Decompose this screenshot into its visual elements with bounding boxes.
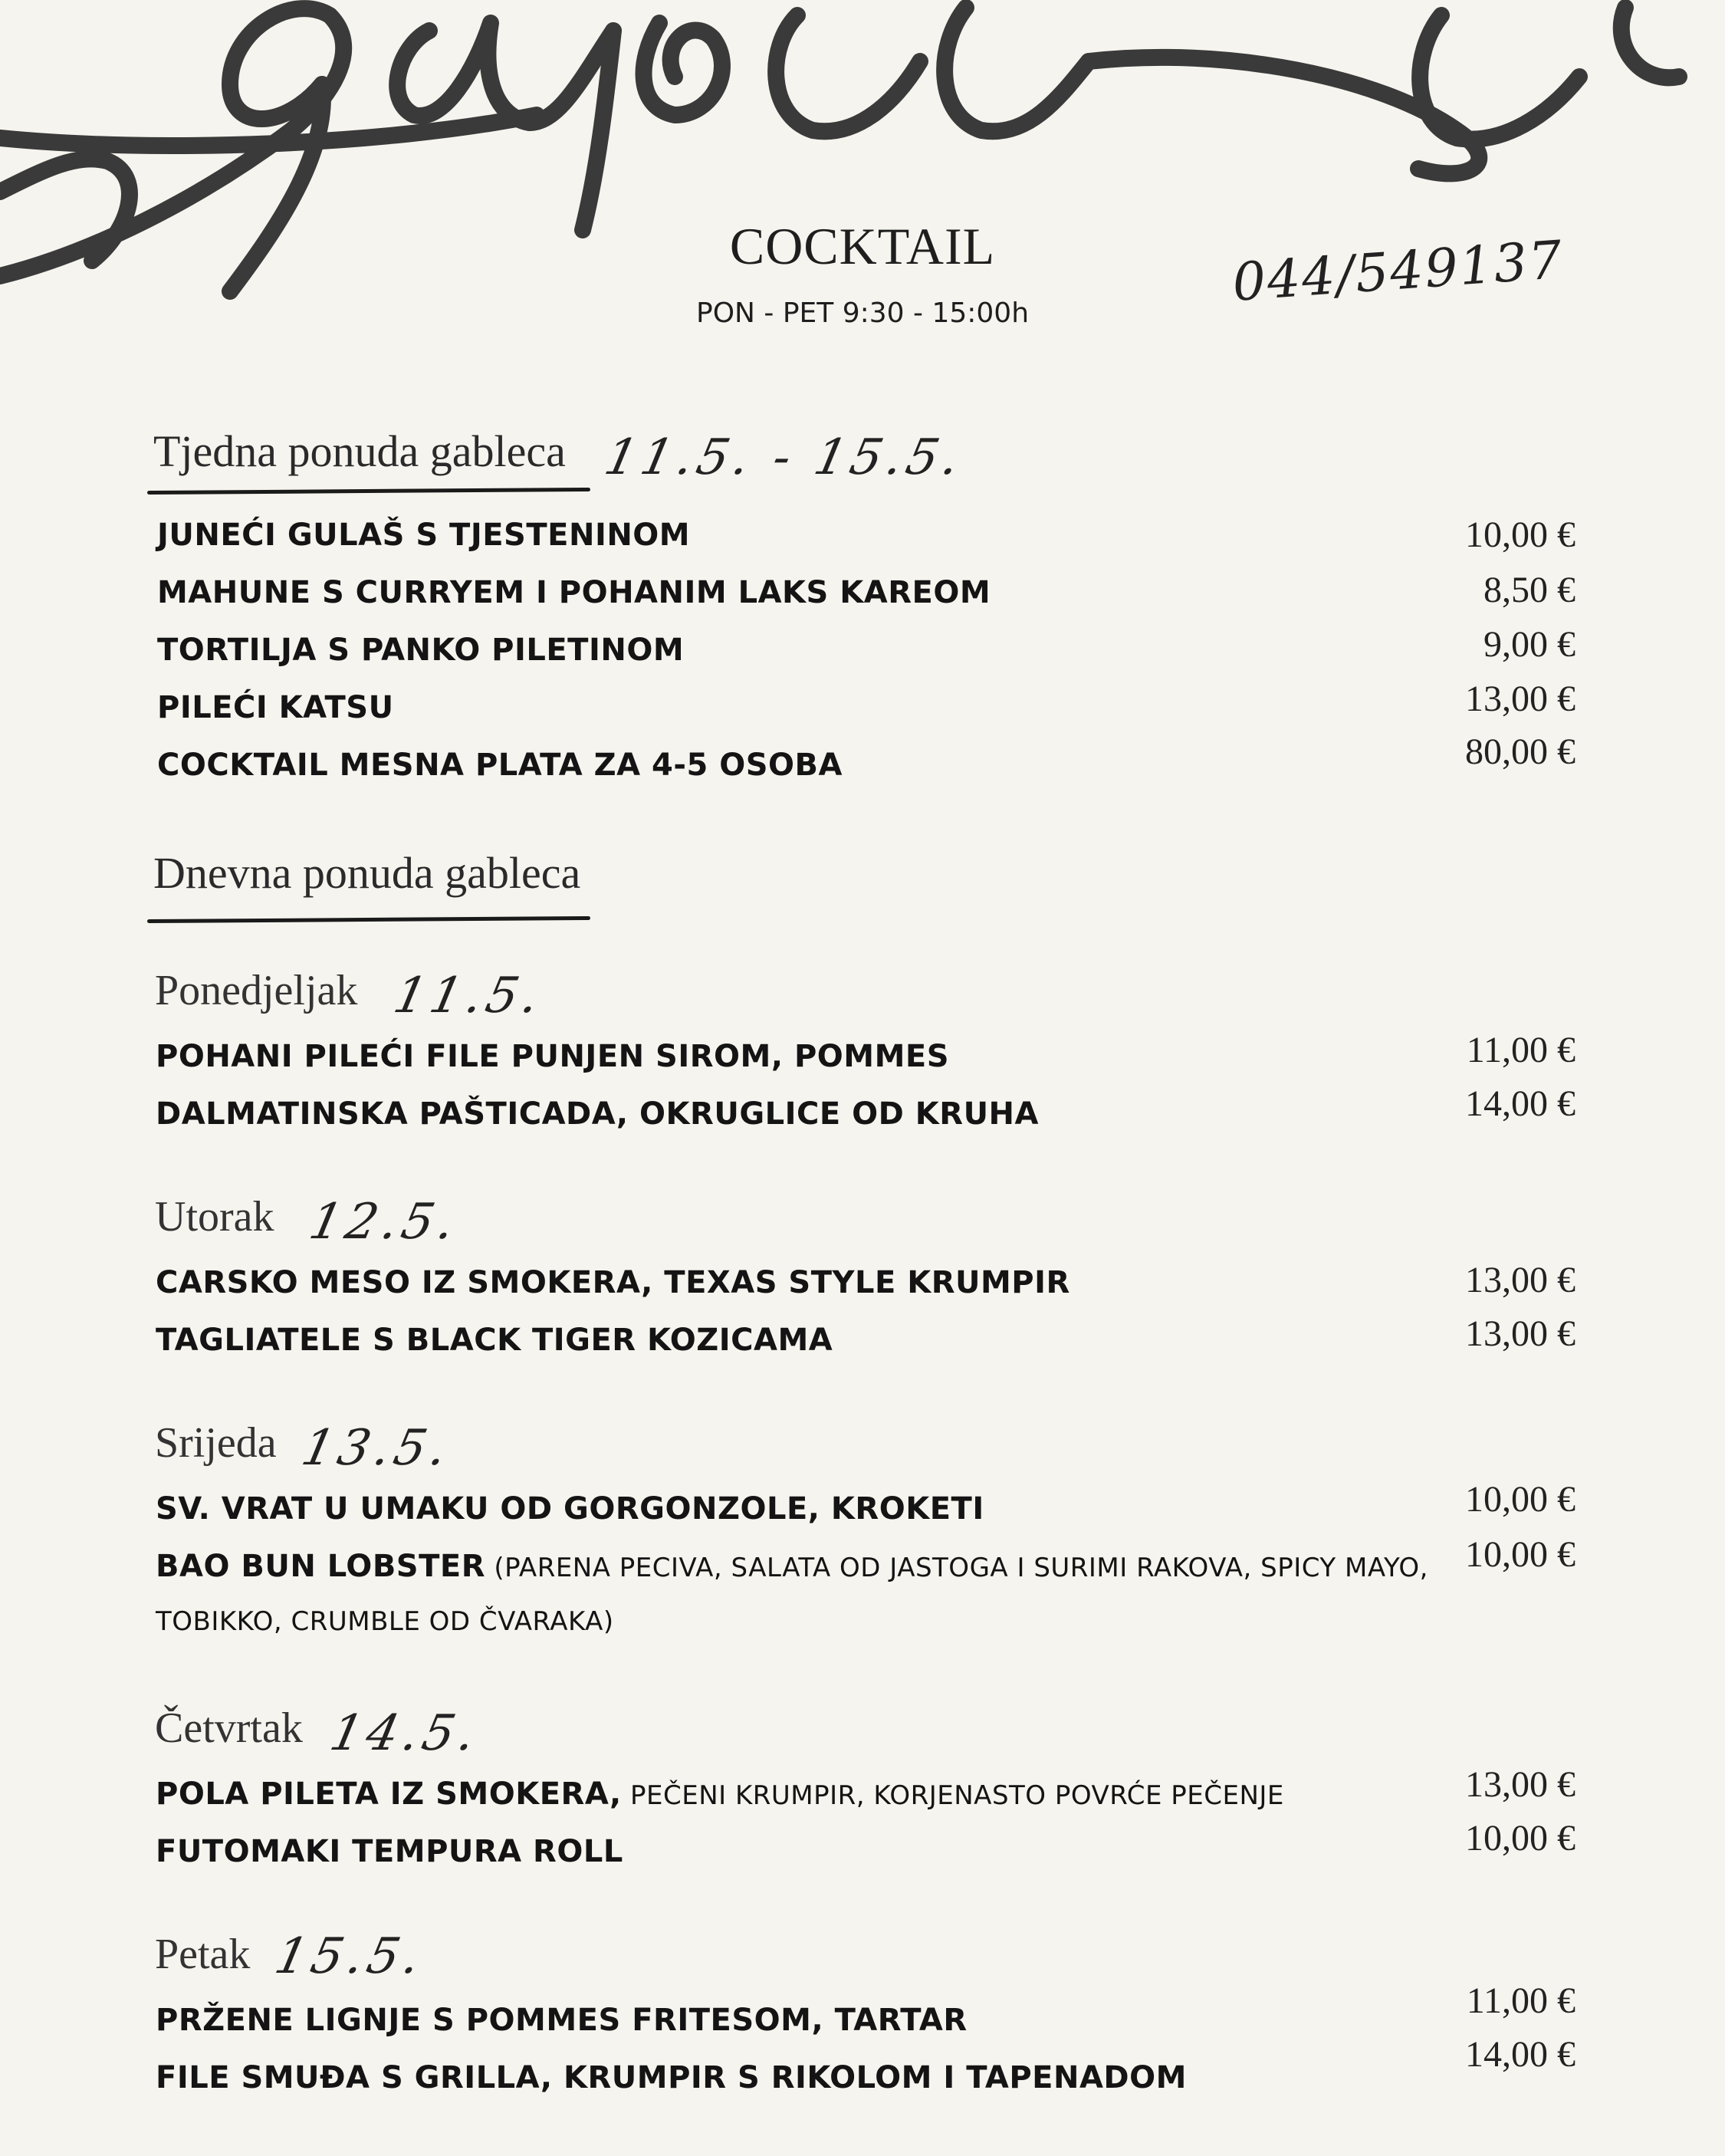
menu-subtitle: COCKTAIL	[729, 217, 996, 275]
menu-item-name	[156, 1549, 1428, 1584]
menu-item-name: DALMATINSKA PAŠTICADA, OKRUGLICE OD KRUHA	[156, 1096, 1039, 1132]
menu-item-description: PEČENI KRUMPIR, KORJENASTO POVRĆE PEČENJE	[621, 1780, 1284, 1811]
menu-item-price: 11,00 €	[1466, 1030, 1576, 1070]
menu-item-price: 10,00 €	[1465, 1818, 1576, 1859]
day-date-thursday: 14.5.	[325, 1705, 485, 1762]
menu-item-name: TAGLIATELE S BLACK TIGER KOZICAMA	[156, 1323, 833, 1358]
menu-item-price: 13,00 €	[1465, 1313, 1576, 1354]
weekly-date: 11.5. - 15.5.	[600, 429, 969, 486]
menu-item-price: 8,50 €	[1484, 570, 1576, 610]
menu-item-price: 80,00 €	[1465, 731, 1576, 772]
day-date-tuesday: 12.5.	[304, 1194, 465, 1251]
day-date-wednesday: 13.5.	[297, 1420, 457, 1477]
menu-item-name: COCKTAIL MESNA PLATA ZA 4-5 OSOBA	[157, 748, 843, 783]
daily-title-underline	[147, 916, 590, 923]
menu-item-price: 13,00 €	[1465, 1764, 1576, 1805]
menu-item-price: 11,00 €	[1466, 1980, 1576, 2021]
menu-item-title: BAO BUN LOBSTER	[156, 1549, 486, 1584]
menu-item-name: PRŽENE LIGNJE S POMMES FRITESOM, TARTAR	[156, 2003, 968, 2038]
day-title-wednesday: Srijeda	[155, 1419, 277, 1467]
menu-item-name: POHANI PILEĆI FILE PUNJEN SIROM, POMMES	[156, 1039, 950, 1074]
menu-item-name	[156, 1776, 1284, 1812]
daily-title: Dnevna ponuda gableca	[153, 848, 581, 898]
day-date-monday: 11.5.	[389, 968, 549, 1024]
menu-item-title: POLA PILETA IZ SMOKERA,	[156, 1776, 622, 1812]
menu-item-name: JUNEĆI GULAŠ S TJESTENINOM	[157, 518, 691, 553]
menu-item-name: MAHUNE S CURRYEM I POHANIM LAKS KAREOM	[157, 575, 991, 610]
phone-number: 044/549137	[1230, 229, 1566, 314]
menu-item-price: 13,00 €	[1465, 679, 1576, 719]
day-date-friday: 15.5.	[270, 1928, 430, 1985]
day-title-friday: Petak	[155, 1931, 251, 1978]
menu-item-description: (PARENA PECIVA, SALATA OD JASTOGA I SURIMI RAKOVA, SPICY MAYO,	[485, 1553, 1428, 1583]
menu-item-price: 10,00 €	[1465, 1534, 1576, 1575]
day-title-monday: Ponedjeljak	[155, 967, 358, 1014]
menu-item-price: 13,00 €	[1465, 1260, 1576, 1300]
menu-item-price: 10,00 €	[1465, 1479, 1576, 1520]
menu-item-name: FILE SMUĐA S GRILLA, KRUMPIR S RIKOLOM I TAPENADOM	[156, 2060, 1187, 2095]
menu-item-name: SV. VRAT U UMAKU OD GORGONZOLE, KROKETI	[156, 1491, 984, 1527]
menu-item-name: FUTOMAKI TEMPURA ROLL	[156, 1834, 623, 1869]
day-title-tuesday: Utorak	[155, 1193, 274, 1241]
menu-item-name: CARSKO MESO IZ SMOKERA, TEXAS STYLE KRUMPIR	[156, 1265, 1070, 1300]
menu-item-price: 14,00 €	[1465, 1083, 1576, 1124]
menu-item-price: 9,00 €	[1484, 624, 1576, 665]
day-title-thursday: Četvrtak	[155, 1704, 303, 1752]
menu-item-price: 14,00 €	[1465, 2034, 1576, 2075]
weekly-title: Tjedna ponuda gableca	[153, 426, 566, 476]
menu-item-description-cont: TOBIKKO, CRUMBLE OD ČVARAKA)	[156, 1606, 614, 1637]
menu-item-price: 10,00 €	[1465, 514, 1576, 555]
opening-hours: PON - PET 9:30 - 15:00h	[695, 297, 1030, 329]
weekly-title-underline	[147, 488, 590, 495]
menu-item-name: TORTILJA S PANKO PILETINOM	[157, 633, 685, 668]
menu-item-name: PILEĆI KATSU	[157, 690, 394, 725]
